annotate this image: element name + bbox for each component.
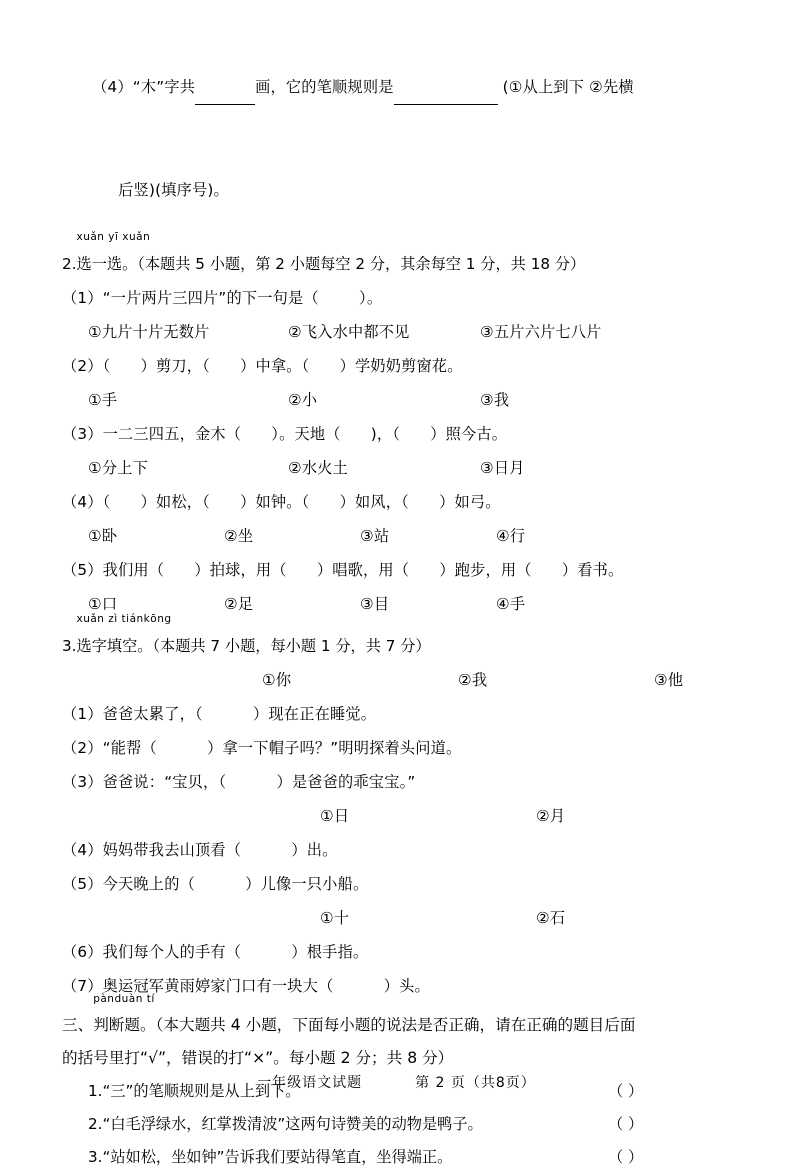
section-three-instruction-2: 的括号里打“√”，错误的打“×”。每小题 2 分；共 8 分）	[62, 1049, 454, 1067]
s2-q3-stem	[62, 417, 738, 451]
section2-heading	[62, 231, 738, 281]
s3-options-row-3	[62, 901, 738, 935]
section-three-title: 判断题	[93, 1016, 140, 1034]
stem-text: （5）我们用（ ）拍球，用（ ）唱歌，用（ ）跑步，用（ ）看书。	[62, 561, 624, 579]
stem-text: （4）妈妈带我去山顶看（ ）出。	[62, 841, 338, 859]
option[interactable]: ③站	[360, 527, 390, 545]
fill-blank[interactable]	[394, 70, 498, 105]
option[interactable]: ②足	[224, 595, 254, 613]
footer-subject: 一年级语文试题	[257, 1075, 363, 1091]
section3-number: 3.	[62, 637, 77, 655]
option[interactable]: ③他	[654, 671, 684, 689]
s3-q7	[62, 969, 738, 1003]
section2-title-with-pinyin	[76, 231, 151, 281]
section2-number: 2.	[62, 255, 77, 273]
section-three-item-2	[62, 1108, 738, 1141]
section3-pinyin: xuǎn zì tiánkōng	[76, 613, 172, 625]
s3-q4	[62, 833, 738, 867]
q1-item4-line2	[62, 139, 738, 241]
s3-q1	[62, 697, 738, 731]
option[interactable]: ①九片十片无数片	[88, 323, 210, 341]
q1-item4-text-d: 后竖)(填序号)。	[118, 181, 229, 199]
s3-q5	[62, 867, 738, 901]
stem-text: （5）今天晚上的（ ）儿像一只小船。	[62, 875, 369, 893]
q1-item4-text-c: (①从上到下 ②先横	[502, 78, 634, 96]
stem-text: （4）（ ）如松，（ ）如钟。（ ）如风，（ ）如弓。	[62, 493, 501, 511]
section-three-heading	[62, 993, 738, 1042]
s2-q1-options	[62, 315, 738, 349]
section-three-number: 三、	[62, 1016, 94, 1034]
section-three-instruction-1: 。（本大题共 4 小题，下面每小题的说法是否正确，请在正确的题目后面	[140, 1016, 636, 1034]
s3-q2	[62, 731, 738, 765]
option[interactable]: ①手	[88, 391, 118, 409]
s2-q2-options	[62, 383, 738, 417]
footer-page-number: 第 2 页（共8页）	[415, 1075, 536, 1091]
s2-q4-options	[62, 519, 738, 553]
option[interactable]: ③五片六片七八片	[480, 323, 602, 341]
option[interactable]: ①十	[320, 909, 350, 927]
stem-text: 1.“三”的笔顺规则是从上到下。	[88, 1082, 301, 1100]
stem-text: （7）奥运冠军黄雨婷家门口有一块大（ ）头。	[62, 977, 430, 995]
option[interactable]: ①日	[320, 807, 350, 825]
option[interactable]: ②水火土	[288, 459, 348, 477]
s3-q3	[62, 765, 738, 799]
section2-instruction: 。（本题共 5 小题，第 2 小题每空 2 分，其余每空 1 分，共 18 分）	[122, 255, 586, 273]
s3-q6	[62, 935, 738, 969]
section-three-item-3	[62, 1141, 738, 1174]
stem-text: （1）爸爸太累了，（ ）现在正在睡觉。	[62, 705, 377, 723]
answer-blank[interactable]: （ ）	[608, 1082, 644, 1100]
s2-q3-options	[62, 451, 738, 485]
stem-text: （3）一二三四五，金木（ ）。天地（ )，（ ）照今古。	[62, 425, 508, 443]
section3-heading	[62, 613, 738, 663]
option[interactable]: ②飞入水中都不见	[288, 323, 410, 341]
section2-pinyin: xuǎn yī xuǎn	[76, 231, 151, 243]
q1-item4-line1	[62, 36, 738, 139]
section3-title: 选字填空	[76, 637, 138, 655]
section3-title-with-pinyin	[76, 613, 172, 663]
stem-text: 3.“站如松，坐如钟”告诉我们要站得笔直，坐得端正。	[88, 1148, 453, 1166]
q1-item4-text-a: （4）“木”字共	[92, 78, 196, 96]
stem-text: （2）“能帮（ ）拿一下帽子吗？”明明探着头问道。	[62, 739, 462, 757]
stem-text: （3）爸爸说：“宝贝，（ ）是爸爸的乖宝宝。”	[62, 773, 416, 791]
answer-blank[interactable]: （ ）	[608, 1115, 644, 1133]
option[interactable]: ①你	[262, 671, 292, 689]
option[interactable]: ①分上下	[88, 459, 148, 477]
s2-q1-stem	[62, 281, 738, 315]
section-three-pinyin: pànduàn tí	[93, 993, 155, 1005]
option[interactable]: ③日月	[480, 459, 525, 477]
page-footer	[0, 1072, 793, 1092]
option[interactable]: ①口	[88, 595, 118, 613]
stem-text: （2）（ ）剪刀，（ ）中拿。（ ）学奶奶剪窗花。	[62, 357, 463, 375]
option[interactable]: ③目	[360, 595, 390, 613]
option[interactable]: ③我	[480, 391, 510, 409]
option[interactable]: ②月	[536, 807, 566, 825]
option[interactable]: ②我	[458, 671, 488, 689]
s2-q2-stem	[62, 349, 738, 383]
stem-text: 2.“白毛浮绿水，红掌拨清波”这两句诗赞美的动物是鸭子。	[88, 1115, 483, 1133]
section-three-instruction-line2	[62, 1042, 738, 1075]
stem-text: （6）我们每个人的手有（ ）根手指。	[62, 943, 369, 961]
option[interactable]: ②小	[288, 391, 318, 409]
option[interactable]: ①卧	[88, 527, 118, 545]
s2-q5-stem	[62, 553, 738, 587]
answer-blank[interactable]: （ ）	[608, 1148, 644, 1166]
option[interactable]: ④行	[496, 527, 526, 545]
s2-q4-stem	[62, 485, 738, 519]
option[interactable]: ②石	[536, 909, 566, 927]
section2-title: 选一选	[76, 255, 123, 273]
section3-instruction: 。（本题共 7 小题，每小题 1 分，共 7 分）	[137, 637, 431, 655]
s3-options-row-1	[62, 663, 738, 697]
fill-blank[interactable]	[195, 70, 255, 105]
option[interactable]: ④手	[496, 595, 526, 613]
section-three-title-with-pinyin	[93, 993, 155, 1042]
option[interactable]: ②坐	[224, 527, 254, 545]
q1-item4-text-b: 画，它的笔顺规则是	[255, 78, 394, 96]
s3-options-row-2	[62, 799, 738, 833]
stem-text: （1）“一片两片三四片”的下一句是（ ）。	[62, 289, 383, 307]
page-content	[62, 36, 738, 1174]
